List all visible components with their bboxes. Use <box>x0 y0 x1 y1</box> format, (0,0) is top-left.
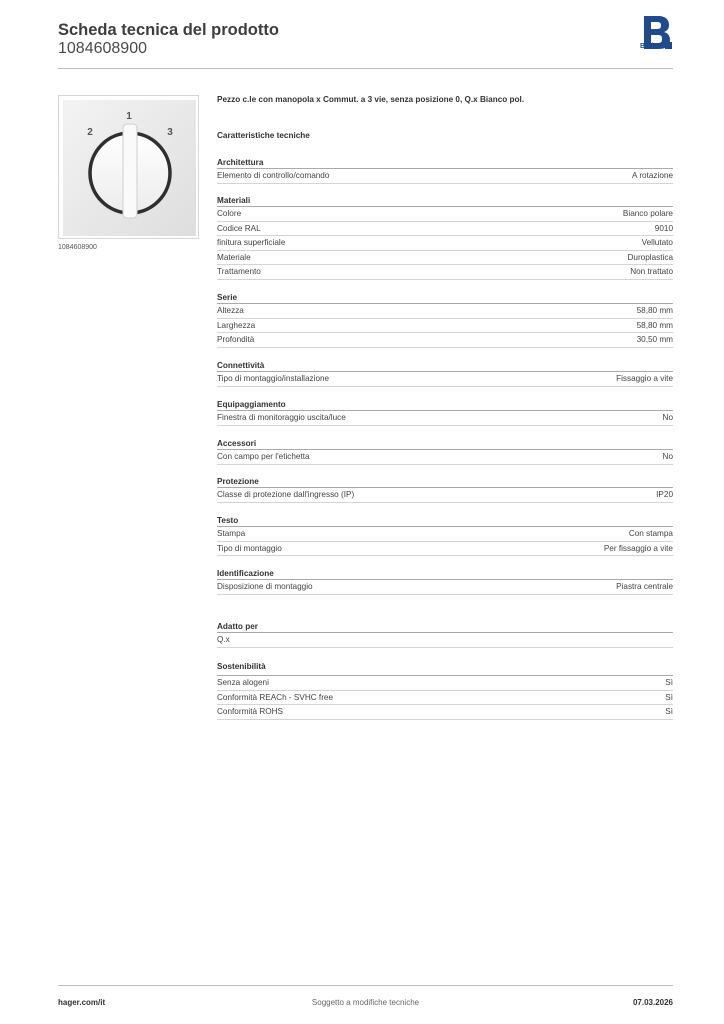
dial-label-2: 2 <box>87 127 93 138</box>
spec-value: Sì <box>665 707 673 716</box>
spec-row <box>217 411 673 426</box>
spec-group-accessori <box>217 437 673 465</box>
spec-label: Q.x <box>217 635 230 644</box>
spec-row <box>217 372 673 387</box>
spec-label: Conformità ROHS <box>217 707 283 716</box>
spec-value: Non trattato <box>630 267 673 276</box>
spec-label: Finestra di monitoraggio uscita/luce <box>217 413 346 422</box>
spec-label: Senza alogeni <box>217 678 269 687</box>
spec-label: Conformità REACh - SVHC free <box>217 692 334 702</box>
spec-row <box>217 580 673 595</box>
group-title: Adatto per <box>217 620 673 633</box>
spec-label: Classe di protezione dall'ingresso (IP) <box>217 490 355 499</box>
spec-value: Piastra centrale <box>616 582 673 591</box>
spec-row <box>217 304 673 319</box>
spec-value: 30,50 mm <box>636 335 673 344</box>
spec-row <box>217 236 673 251</box>
spec-value: Vellutato <box>641 238 673 247</box>
rotary-switch-image <box>60 97 199 239</box>
spec-value: No <box>662 413 673 422</box>
spec-group-materiali <box>217 194 673 280</box>
spec-row <box>217 169 673 184</box>
spec-value: Con stampa <box>628 529 673 538</box>
spec-row <box>217 488 673 503</box>
spec-value: 58,80 mm <box>636 320 673 330</box>
spec-group-equipaggiamento <box>217 398 673 426</box>
spec-row <box>217 527 673 542</box>
spec-value: Sì <box>665 692 673 702</box>
spec-label: Codice RAL <box>217 223 261 233</box>
spec-group-testo <box>217 514 673 556</box>
spec-value: 9010 <box>654 223 673 233</box>
spec-label: Profondità <box>217 335 255 344</box>
spec-label: Colore <box>217 209 242 218</box>
logo-text: Berker <box>640 43 663 50</box>
spec-row <box>217 207 673 222</box>
section-heading: Caratteristiche tecniche <box>217 131 310 140</box>
spec-row <box>217 450 673 465</box>
spec-group-connettivita <box>217 359 673 387</box>
footer-note: Soggetto a modifiche tecniche <box>311 998 420 1007</box>
page-header <box>58 20 673 69</box>
dial-label-1: 1 <box>126 111 132 122</box>
spec-row <box>217 222 673 237</box>
spec-value: 58,80 mm <box>636 306 673 315</box>
spec-group-sostenibilita <box>217 659 673 720</box>
spec-row <box>217 676 673 691</box>
spec-value: No <box>662 452 673 461</box>
spec-label: Elemento di controllo/comando <box>217 171 330 180</box>
product-description: Pezzo c.le con manopola x Commut. a 3 vie, senza posizione 0, Q.x Bianco pol. <box>217 95 525 104</box>
image-caption: 1084608900 <box>58 244 97 251</box>
spec-group-adatto-per <box>217 620 673 648</box>
spec-row <box>217 705 673 720</box>
product-image-frame <box>58 95 199 239</box>
spec-row <box>217 691 673 706</box>
group-title: Testo <box>217 514 673 527</box>
spec-row <box>217 251 673 266</box>
spec-group-identificazione <box>217 567 673 595</box>
page-footer <box>58 985 673 1015</box>
spec-value: Fissaggio a vite <box>616 374 673 383</box>
group-title: Accessori <box>217 437 673 450</box>
group-title: Equipaggiamento <box>217 398 673 411</box>
spec-label: Materiale <box>217 252 251 262</box>
group-title: Connettività <box>217 359 673 372</box>
footer-date: 07.03.2026 <box>632 998 673 1007</box>
spec-group-architettura <box>217 156 673 184</box>
group-title: Architettura <box>217 156 673 169</box>
footer-website: hager.com/it <box>58 998 106 1007</box>
spec-label: Trattamento <box>217 267 261 276</box>
spec-value: IP20 <box>656 490 673 499</box>
spec-row <box>217 333 673 348</box>
page-title: Scheda tecnica del prodotto <box>58 21 279 39</box>
spec-label: finitura superficiale <box>217 238 286 247</box>
group-title: Protezione <box>217 475 673 488</box>
spec-value: Duroplastica <box>627 252 673 262</box>
spec-label: Larghezza <box>217 320 256 330</box>
spec-label: Stampa <box>217 529 246 538</box>
spec-group-protezione <box>217 475 673 503</box>
group-title: Sostenibilità <box>217 659 673 676</box>
dial-label-3: 3 <box>167 127 173 138</box>
spec-label: Tipo di montaggio/installazione <box>217 374 330 383</box>
spec-row <box>217 265 673 280</box>
group-title: Serie <box>217 291 673 304</box>
spec-label: Altezza <box>217 306 244 315</box>
spec-label: Tipo di montaggio <box>217 543 282 553</box>
spec-group-serie <box>217 291 673 348</box>
spec-label: Disposizione di montaggio <box>217 582 313 591</box>
spec-row <box>217 542 673 557</box>
spec-row <box>217 633 673 648</box>
spec-value: Bianco polare <box>622 209 673 218</box>
spec-label: Con campo per l'etichetta <box>217 452 310 461</box>
spec-row <box>217 319 673 334</box>
group-title: Identificazione <box>217 567 673 580</box>
group-title: Materiali <box>217 194 673 207</box>
spec-value: A rotazione <box>632 171 673 180</box>
spec-value: Sì <box>665 678 673 687</box>
product-code: 1084608900 <box>58 40 147 57</box>
spec-value: Per fissaggio a vite <box>603 543 673 553</box>
